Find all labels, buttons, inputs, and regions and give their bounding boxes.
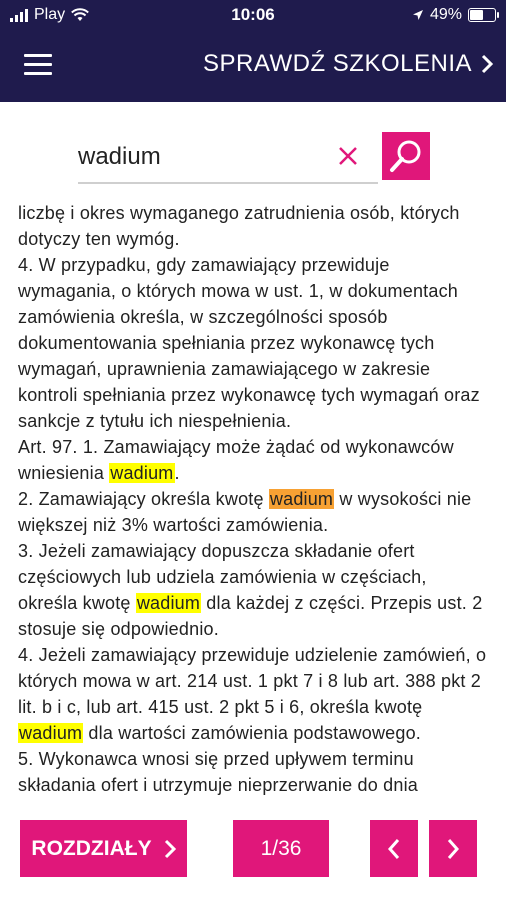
search-button[interactable] (382, 132, 430, 180)
paragraph-item-4: 4. W przypadku, gdy zamawiający przewiduje wymagania, o których mowa w ust. 1, w dokumentach zamówienia określa, w szczególności sposób dokumentowania spełniania przez wykonawcę tych wymagań, uprawnienia zamawiającego w zakresie kontroli spełniania przez wykonawcę tych wymagań oraz sankcje z tytułu ich niespełnienia. (18, 255, 480, 431)
check-trainings-label: SPRAWDŹ SZKOLENIA (203, 50, 472, 77)
match-counter: 1/36 (233, 820, 329, 877)
status-right (412, 6, 496, 24)
chevron-left-icon (387, 838, 401, 860)
text-segment: 2. Zamawiający określa kwotę (18, 489, 269, 509)
text-segment: 4. Jeżeli zamawiający przewiduje udzielenie zamówień, o których mowa w art. 214 ust. 1 pkt 7 i 8 lub art. 388 pkt 2 lit. b i c, lub art. 415 ust. 2 pkt 5 i 6, określa kwotę (18, 645, 487, 717)
search-match[interactable]: wadium (110, 463, 174, 483)
search-row (78, 132, 430, 184)
text-segment: . (174, 463, 180, 483)
article-97-item-5 (18, 746, 488, 798)
search-input[interactable] (78, 132, 378, 184)
text-segment: 3. Jeżeli zamawiający dopuszcza składanie ofert częściowych lub udziela zamówienia w częściach, określa kwotę (18, 541, 427, 613)
chevron-right-icon (164, 839, 176, 859)
check-trainings-link[interactable] (203, 50, 494, 78)
search-match-current[interactable]: wadium (269, 489, 334, 509)
text-segment: 5. Wykonawca wnosi się przed upływem terminu składania ofert i utrzymuje nieprzerwanie do dnia (18, 749, 419, 795)
text-segment: w wysokości nie większej niż 3% wartości zamówienia. (18, 489, 472, 535)
paragraph-item-3-cont: liczbę i okres wymaganego zatrudnienia osób, których dotyczy ten wymóg. (18, 203, 460, 249)
chevron-right-icon (480, 54, 494, 74)
article-97-item-2 (18, 486, 488, 538)
chapters-button[interactable] (20, 820, 187, 877)
status-bar (0, 0, 506, 30)
battery-icon (468, 8, 496, 22)
next-match-button[interactable] (429, 820, 477, 877)
battery-percent: 49% (429, 6, 462, 23)
article-97-item-3 (18, 538, 488, 642)
search-match[interactable]: wadium (136, 593, 201, 613)
battery-fill (470, 10, 483, 20)
hamburger-icon[interactable] (24, 54, 52, 76)
carrier-label: Play (34, 6, 66, 23)
article-97-item-4 (18, 642, 488, 746)
article-97 (18, 434, 488, 486)
text-segment: Art. 97. 1. Zamawiający może żądać od wykonawców wniesienia (18, 437, 454, 483)
status-time: 10:06 (231, 5, 275, 24)
clear-search-button[interactable] (336, 144, 360, 168)
previous-match-button[interactable] (370, 820, 418, 877)
document-content (18, 200, 488, 820)
search-icon (382, 132, 430, 180)
search-match[interactable]: wadium (19, 723, 83, 743)
app-header (0, 30, 506, 102)
text-segment: dla wartości zamówienia podstawowego. (83, 723, 422, 743)
location-arrow-icon (412, 9, 424, 21)
chapters-label: ROZDZIAŁY (31, 836, 152, 860)
text-segment: dla każdej z części. Przepis ust. 2 stosuje się odpowiednio. (18, 593, 483, 639)
close-icon (336, 144, 360, 168)
bottom-navigation (0, 800, 506, 900)
chevron-right-icon (446, 838, 460, 860)
